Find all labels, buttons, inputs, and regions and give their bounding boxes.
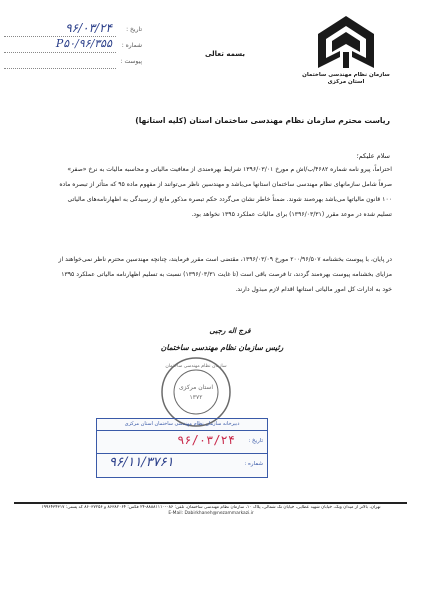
stamp-date-value: ۹۶/۰۳/۲۴ <box>177 433 235 447</box>
letter-paragraph-2: در پایان، با پیوست بخشنامه ۲۰۰/۹۶/۵۰۷ مورخ ۱۳۹۶/۰۳/۰۹، مقتضی است مقرر فرمایند، چنانچه مهندسین محترم ناظر نمی‌خواهند از مزایای بخشنامه پیوست بهره‌مند گردند، تا فرصت باقی است (تا غایت ۱۳۹۶/۰۳/۳۱) نسبت به تسلیم اظهارنامه مالیاتی عملکرد ۱۳۹۵ خود به ادارات کل امور مالیاتی استانها اقدام لازم مبذول دارند. <box>58 256 392 293</box>
stamp-date-row <box>97 431 267 454</box>
stamp-number-label: شماره : <box>244 461 263 467</box>
organization-logo-icon <box>316 14 376 76</box>
meta-date-label: تاریخ : <box>126 26 142 33</box>
letter-salutation: سلام علیکم؛ <box>356 152 390 160</box>
meta-attachment-line <box>4 68 116 69</box>
seal-text: سازمان نظام مهندسی ساختمان <box>165 364 227 369</box>
footer-divider <box>14 502 407 504</box>
signer-name: فرج اله رجبی <box>209 326 251 335</box>
stamp-number-row <box>97 454 267 476</box>
seal-year: ۱۳۷۲ <box>189 394 203 401</box>
basmala: بسمه تعالی <box>204 50 246 58</box>
organization-name: سازمان نظام مهندسی ساختمان استان مرکزی <box>302 72 390 85</box>
secretariat-stamp <box>96 418 268 478</box>
footer-email: E-Mail: Dabirkhaneh@nezammarkazi.ir <box>168 511 254 516</box>
stamp-date-label: تاریخ : <box>248 438 263 444</box>
stamp-header: دبیرخانه سازمان نظام مهندسی ساختمان استان مرکزی <box>97 419 267 431</box>
meta-attachment-row <box>4 56 142 72</box>
signer-title: رئیس سازمان نظام مهندسی ساختمان <box>160 343 284 352</box>
stamp-number-value: ۹۶/۱۱/۳۷۶۱ <box>109 455 174 470</box>
letter-meta <box>4 21 142 72</box>
meta-number-line <box>4 52 116 53</box>
letter-recipient: ریاست محترم سازمان نظام مهندسی ساختمان استان (کلیه استانها) <box>135 116 390 125</box>
meta-attachment-label: پیوست : <box>120 58 142 65</box>
meta-number-value: P۵۰/۹۶/۳۵۵ <box>55 37 112 50</box>
letter-paragraph-1: احتراماً، پیرو نامه شماره ۴۶۸۲/ب/ا‌ش م مورخ ۱۳۹۶/۰۳/۰۱ شرایط بهره‌مندی از معافیت مالیاتی و محاسبه مالیات به نرخ «صفر» صرفاً شامل سازمانهای نظام مهندسی ساختمان استانها می‌باشد و مهندسین ناظر می‌توانند از مفهوم ماده ۹۵ که متأثر از تبصره ماده ۱۰۰ قانون مالیاتها می‌باشد بهره‌مند شوند. ضمناً خاطر نشان می‌گردد حکم تبصره مذکور مانع از رسیدگی به اظهارنامه‌های مالیاتی تسلیم شده در موعد مقرر (۱۳۹۶/۰۳/۳۱) برای مالیات عملکرد ۱۳۹۵ نخواهد بود. <box>59 166 392 218</box>
meta-number-label: شماره : <box>121 42 142 49</box>
meta-date-value: ۹۶/۰۳/۲۴ <box>65 21 112 35</box>
seal-province: استان مرکزی <box>178 384 214 391</box>
footer-address: تهران، بالاتر از میدان ونک، خیابان شهید عطایی، خیابان تک شمالی، پلاک ۱۰، سازمان نظام مهندسی ساختمان، تلفن: ۰۸۶-۸۸۸۸۱۱۱۰-۲۴ فکس: ۸۶۳۸۲۰۶۴ و ۸۶۰۳۷۲۵۶ کد پستی: ۱۹۹۶۴۳۴۳۱۷ <box>41 505 381 510</box>
meta-number-row <box>4 37 142 56</box>
